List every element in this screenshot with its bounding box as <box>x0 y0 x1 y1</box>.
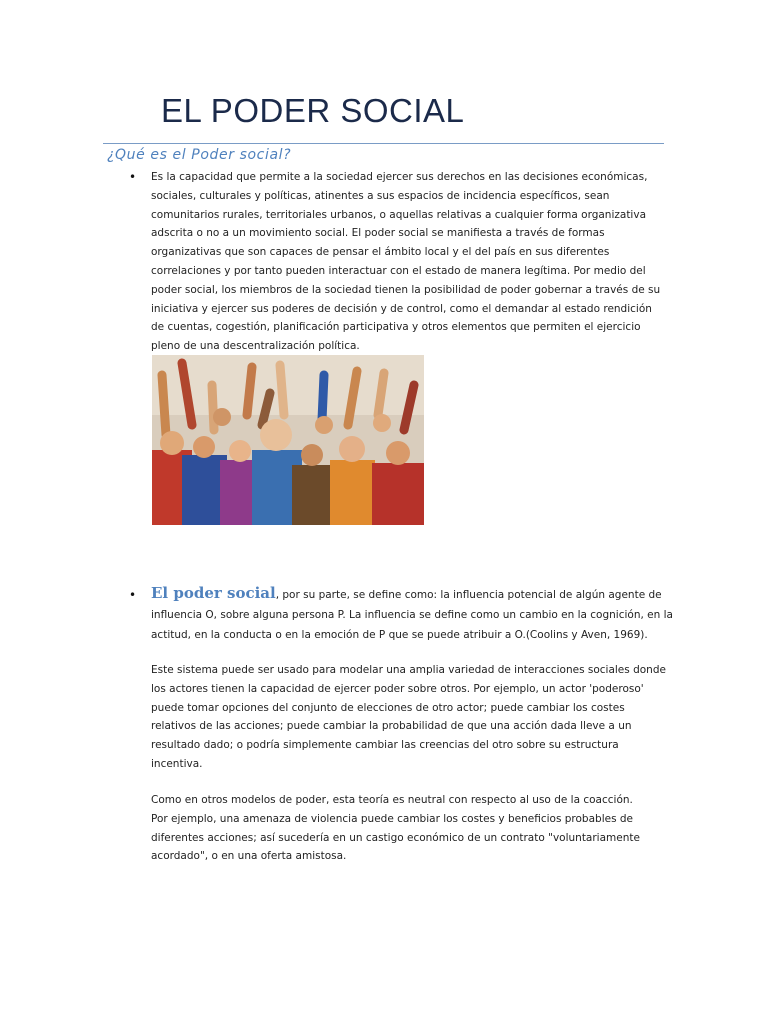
text-line: actitud, en la conducta o en la emoción de P que se puede atribuir a O.(Coolins y Aven, 1969). <box>151 629 648 641</box>
definition-paragraph <box>151 168 666 356</box>
page-title: EL PODER SOCIAL <box>161 92 465 129</box>
text-line: Como en otros modelos de poder, esta teoría es neutral con respecto al uso de la coacción. <box>151 794 633 806</box>
influence-paragraph <box>151 583 673 645</box>
text-line: poder social, los miembros de la sociedad tienen la posibilidad de poder gobernar a través de su <box>151 283 661 296</box>
text-line: adscrita o no a un movimiento social. El poder social se manifiesta a través de formas <box>151 227 605 240</box>
text-line: incentiva. <box>151 757 203 770</box>
text-line: pleno de una descentralización política. <box>151 340 360 353</box>
text-line: puede tomar opciones del conjunto de elecciones de otro actor; puede cambiar los costes <box>151 701 625 714</box>
title-rule <box>103 143 664 144</box>
coercion-paragraph <box>151 791 666 866</box>
section-heading: ¿Qué es el Poder social? <box>107 147 292 163</box>
text-line: Es la capacidad que permite a la sociedad ejercer sus derechos en las decisiones económicas, <box>151 171 648 183</box>
text-line: comunitarios rurales, territoriales urbanos, o aquellas relativas a cualquier forma organizativa <box>151 208 647 221</box>
text-line: influencia O, sobre alguna persona P. La influencia se define como un cambio en la cognición, en la <box>151 609 673 621</box>
text-line: de cuentas, cogestión, planificación participativa y otros elementos que permiten el ejercicio <box>151 321 641 334</box>
key-term: El poder social <box>151 584 276 602</box>
text-line: resultado dado; o podría simplemente cambiar las creencias del otro sobre su estructura <box>151 739 619 752</box>
text-line: los actores tienen la capacidad de ejercer poder sobre otros. Por ejemplo, un actor 'poderoso' <box>151 682 644 695</box>
text-line <box>151 583 666 605</box>
text-line: relativos de las acciones; puede cambiar la probabilidad de que una acción dada lleve a un <box>151 720 632 733</box>
text-fragment: , por su parte, se define como: la influencia potencial de algún agente de <box>275 589 662 601</box>
text-line: Este sistema puede ser usado para modelar una amplia variedad de interacciones sociales donde <box>151 664 666 676</box>
bullet-marker: • <box>129 588 137 602</box>
text-line: iniciativa y ejercer sus poderes de decisión y de control, como el demandar al estado rendición <box>151 302 652 315</box>
text-line: diferentes acciones; así sucedería en un castigo económico de un contrato "voluntariamente <box>151 831 640 844</box>
text-line: organizativas que son capaces de pensar el ámbito local y el del país en sus diferentes <box>151 246 610 259</box>
crowd-illustration <box>152 355 424 525</box>
text-line: acordado", o en una oferta amistosa. <box>151 850 347 863</box>
text-line: sociales, culturales y políticas, atinentes a sus espacios de incidencia específicos, sean <box>151 189 610 202</box>
system-paragraph <box>151 661 666 774</box>
bullet-marker: • <box>129 170 137 184</box>
text-line: correlaciones y por tanto pueden interactuar con el estado de manera legítima. Por medio del <box>151 264 646 277</box>
text-line: Por ejemplo, una amenaza de violencia puede cambiar los costes y beneficios probables de <box>151 812 634 825</box>
